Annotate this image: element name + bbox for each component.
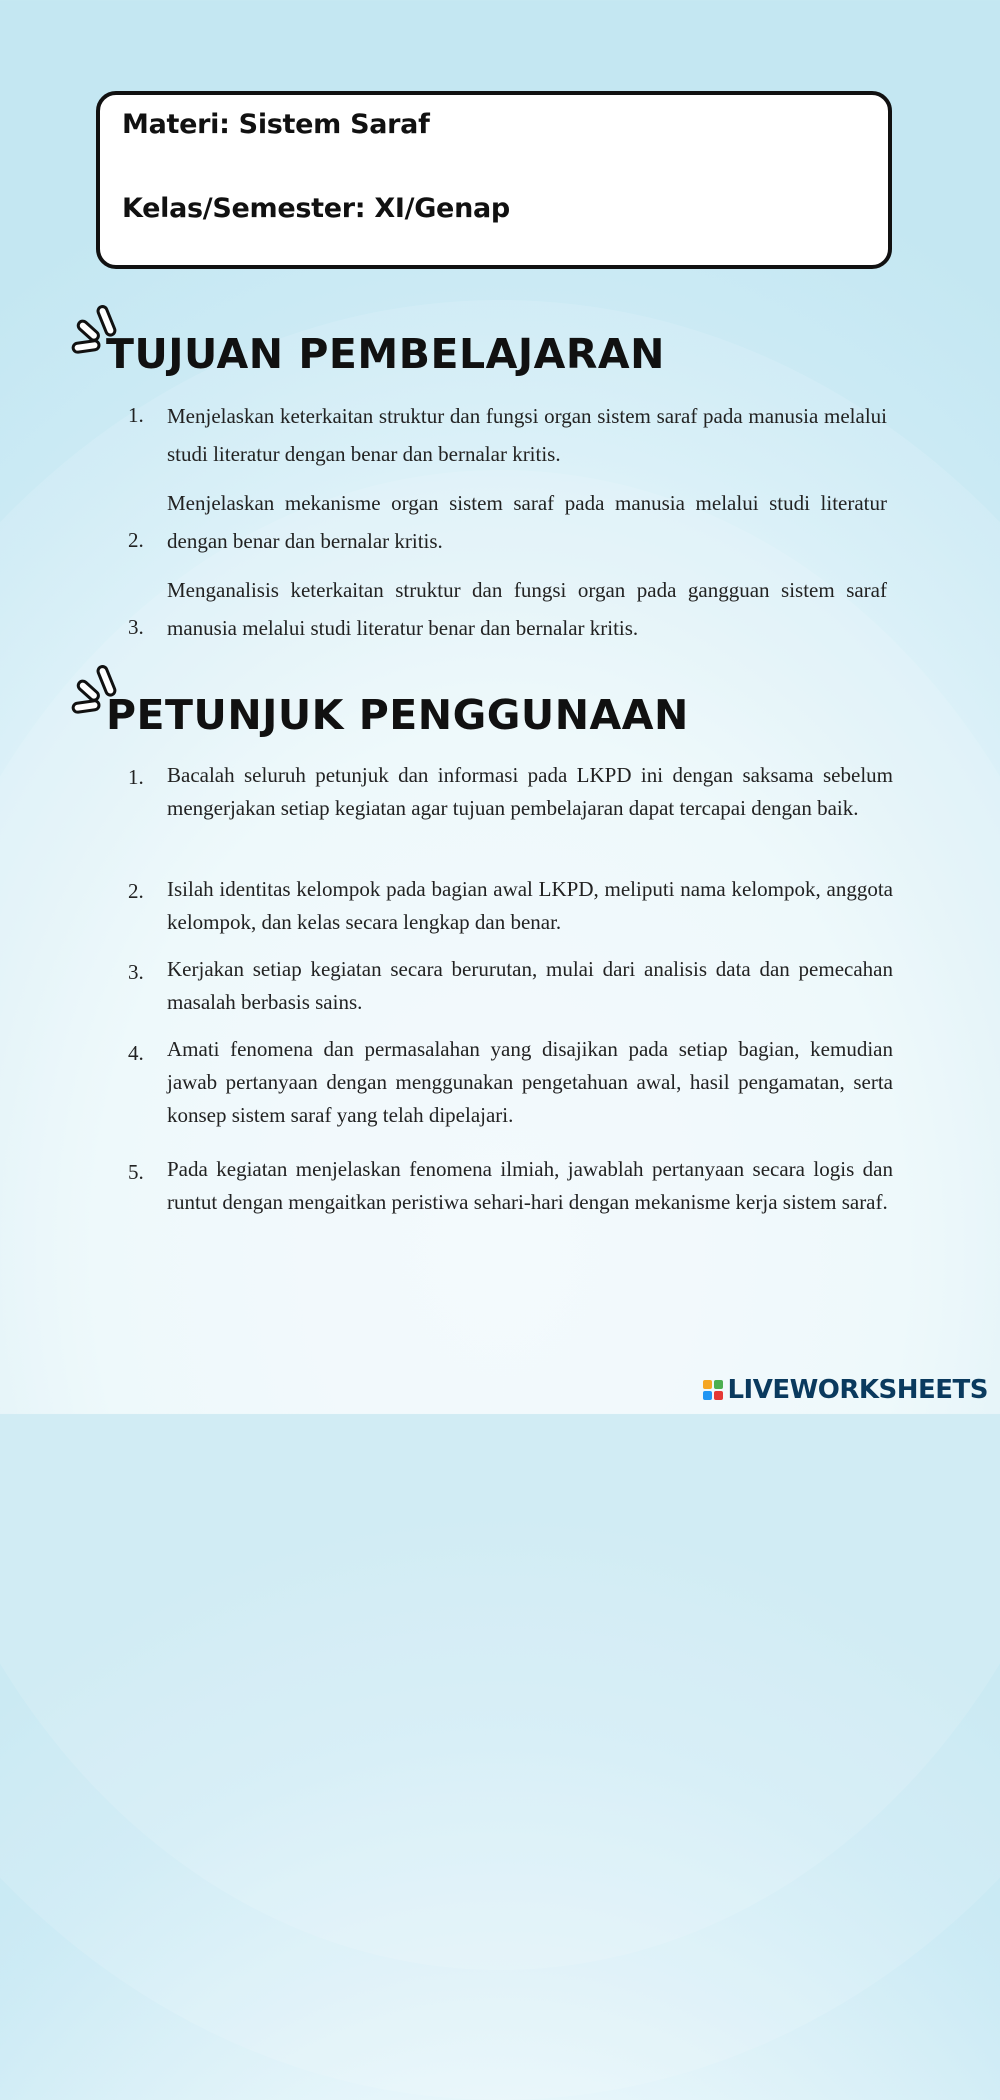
tujuan-heading: TUJUAN PEMBELAJARAN [106, 330, 665, 378]
tujuan-num-1: 1. [128, 403, 144, 427]
petunjuk-num-1: 1. [128, 765, 144, 789]
logo-square-1 [703, 1380, 712, 1389]
petunjuk-num-3: 3. [128, 960, 144, 984]
liveworksheets-logo-text: LIVEWORKSHEETS [727, 1375, 988, 1405]
petunjuk-heading: PETUNJUK PENGGUNAAN [106, 691, 689, 739]
tujuan-num-2: 2. [128, 528, 144, 552]
petunjuk-num-5: 5. [128, 1160, 144, 1184]
petunjuk-item-4: Amati fenomena dan permasalahan yang disajikan pada setiap bagian, kemudian jawab pertanyaan dengan menggunakan pengetahuan awal, hasil pengamatan, serta konsep sistem saraf yang telah dipelajari. [167, 1037, 893, 1127]
liveworksheets-logo[interactable] [703, 1373, 988, 1407]
tujuan-item-1: Menjelaskan keterkaitan struktur dan fungsi organ sistem saraf pada manusia melalui studi literatur dengan benar dan bernalar kritis. [167, 404, 887, 466]
petunjuk-item-2: Isilah identitas kelompok pada bagian awal LKPD, meliputi nama kelompok, anggota kelompok, dan kelas secara lengkap dan benar. [167, 877, 893, 934]
petunjuk-num-4: 4. [128, 1041, 144, 1065]
tujuan-item-3: Menganalisis keterkaitan struktur dan fungsi organ pada gangguan sistem saraf manusia melalui studi literatur benar dan bernalar kritis. [167, 578, 887, 640]
kelas-semester-label: Kelas/Semester: XI/Genap [122, 193, 510, 224]
info-box [96, 91, 892, 269]
logo-square-2 [714, 1380, 723, 1389]
tujuan-num-3: 3. [128, 615, 144, 639]
logo-square-3 [703, 1391, 712, 1400]
petunjuk-item-5: Pada kegiatan menjelaskan fenomena ilmiah, jawablah pertanyaan secara logis dan runtut dengan mengaitkan peristiwa sehari-hari dengan mekanisme kerja sistem saraf. [167, 1157, 893, 1214]
materi-label: Materi: Sistem Saraf [122, 109, 430, 140]
petunjuk-num-2: 2. [128, 879, 144, 903]
petunjuk-item-1: Bacalah seluruh petunjuk dan informasi pada LKPD ini dengan saksama sebelum mengerjakan setiap kegiatan agar tujuan pembelajaran dapat tercapai dengan baik. [167, 763, 893, 820]
tujuan-item-2: Menjelaskan mekanisme organ sistem saraf pada manusia melalui studi literatur dengan benar dan bernalar kritis. [167, 491, 887, 553]
logo-square-4 [714, 1391, 723, 1400]
liveworksheets-logo-icon [703, 1380, 723, 1400]
petunjuk-item-3: Kerjakan setiap kegiatan secara berurutan, mulai dari analisis data dan pemecahan masalah berbasis sains. [167, 957, 893, 1014]
